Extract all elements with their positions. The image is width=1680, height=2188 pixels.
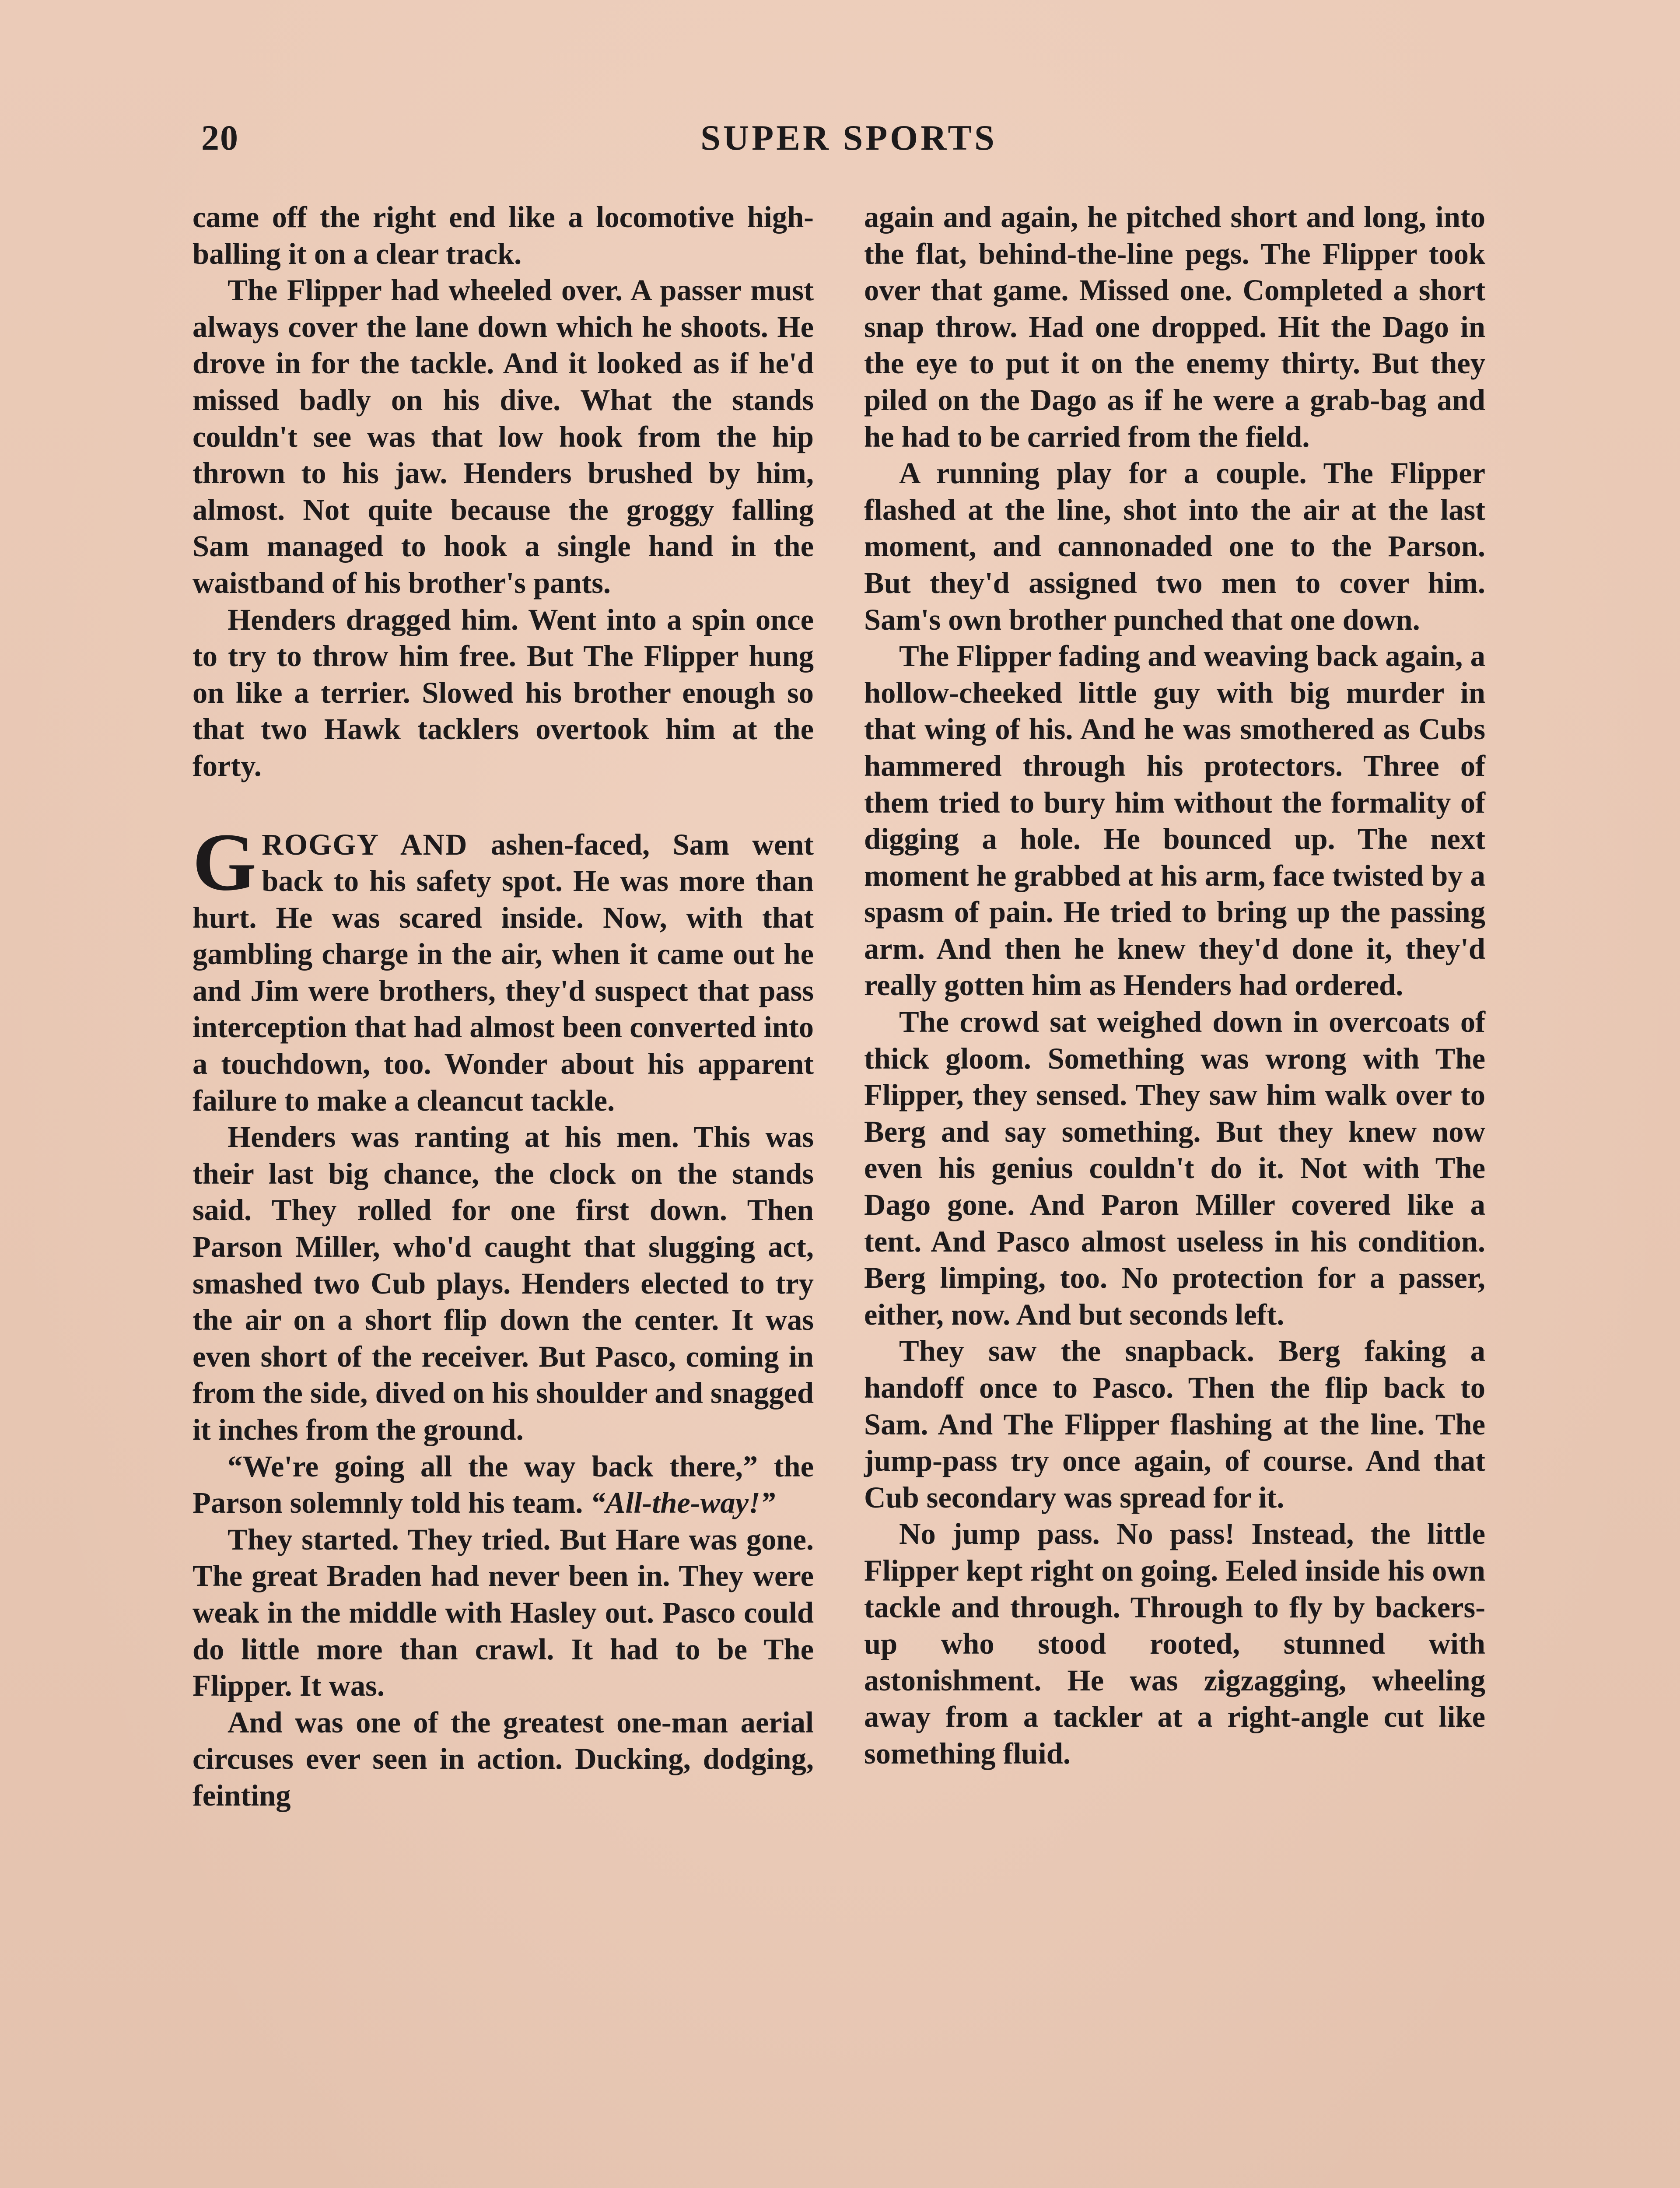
italic-quote: “All-the-way!”	[590, 1486, 775, 1520]
right-column	[864, 199, 1485, 1772]
paragraph: A running play for a couple. The Flipper flashed at the line, shot into the air at the last moment, and cannonaded one to the Parson. But they'd assigned two men to cover him. Sam's own brother punched that one down.	[864, 456, 1485, 636]
paragraph: And was one of the greatest one-man aerial circuses ever seen in action. Ducking, dodging, feinting	[192, 1705, 814, 1812]
paragraph-text: ashen-faced, Sam went back to his safety spot. He was more than hurt. He was scared inside. Now, with that gambling charge in the air, when it came out he and Jim were brothers, they'd suspect that pass interception that had almost been converted into a touchdown, too. Wonder about his apparent failure to make a cleancut tackle.	[192, 828, 814, 1117]
section-opening-paragraph	[192, 816, 814, 1119]
paragraph-text: “We're going all the way back there,” the Parson solemnly told his team.	[192, 1449, 814, 1520]
paragraph: No jump pass. No pass! Instead, the little Flipper kept right on going. Eeled inside his own tackle and through. Through to fly by backers-up who stood rooted, stunned with astonishment. He was zigzagging, wheeling away from a tackler at a right-angle cut like something fluid.	[864, 1517, 1485, 1770]
paragraph: The Flipper fading and weaving back again, a hollow-cheeked little guy with big murder in that wing of his. And he was smothered as Cubs hammered through his protectors. Three of them tried to bury him without the formality of digging a hole. He bounced up. The next moment he grabbed at his arm, face twisted by a spasm of pain. He tried to bring up the passing arm. And then he knew they'd done it, they'd really gotten him as Henders had ordered.	[864, 639, 1485, 1002]
page-header	[201, 117, 1496, 170]
paragraph: Henders was ranting at his men. This was their last big chance, the clock on the stands said. They rolled for one first down. Then Parson Miller, who'd caught that slugging act, smashed two Cub plays. Henders elected to try the air on a short flip down the center. It was even short of the receiver. But Pasco, coming in from the side, dived on his shoulder and snagged it inches from the ground.	[192, 1120, 814, 1446]
left-column	[192, 199, 814, 1814]
paragraph: Henders dragged him. Went into a spin once to try to throw him free. But The Flipper hung on like a terrier. Slowed his brother enough so that two Hawk tacklers overtook him at the forty.	[192, 603, 814, 782]
page-number: 20	[201, 118, 239, 158]
running-title: SUPER SPORTS	[700, 118, 997, 158]
paragraph	[192, 1448, 814, 1522]
paragraph: again and again, he pitched short and long, into the flat, behind-the-line pegs. The Flipper took over that game. Missed one. Completed a short snap throw. Had one dropped. Hit the Dago in the eye to put it on the enemy thirty. But they piled on the Dago as if he were a grab-bag and he had to be carried from the field.	[864, 200, 1485, 453]
drop-cap: G	[192, 816, 257, 908]
paragraph: The crowd sat weighed down in overcoats of thick gloom. Something was wrong with The Flipper, they sensed. They saw him walk over to Berg and say something. But they knew now even his genius couldn't do it. Not with The Dago gone. And Paron Miller covered like a tent. And Pasco almost useless in his condition. Berg limping, too. No protection for a passer, either, now. And but seconds left.	[864, 1005, 1485, 1331]
paragraph: They saw the snapback. Berg faking a handoff once to Pasco. Then the flip back to Sam. And The Flipper flashing at the line. The jump-pass try once again, of course. And that Cub secondary was spread for it.	[864, 1334, 1485, 1514]
paragraph: The Flipper had wheeled over. A passer must always cover the lane down which he shoots. He drove in for the tackle. And it looked as if he'd missed badly on his dive. What the stands couldn't see was that low hook from the hip thrown to his jaw. Henders brushed by him, almost. Not quite because the groggy falling Sam managed to hook a single hand in the waistband of his brother's pants.	[192, 274, 814, 600]
section-lead-in: ROGGY AND	[262, 828, 468, 861]
paragraph: came off the right end like a locomotive high-balling it on a clear track.	[192, 200, 814, 270]
paragraph: They started. They tried. But Hare was gone. The great Braden had never been in. They were weak in the middle with Hasley out. Pasco could do little more than crawl. It had to be The Flipper. It was.	[192, 1522, 814, 1703]
